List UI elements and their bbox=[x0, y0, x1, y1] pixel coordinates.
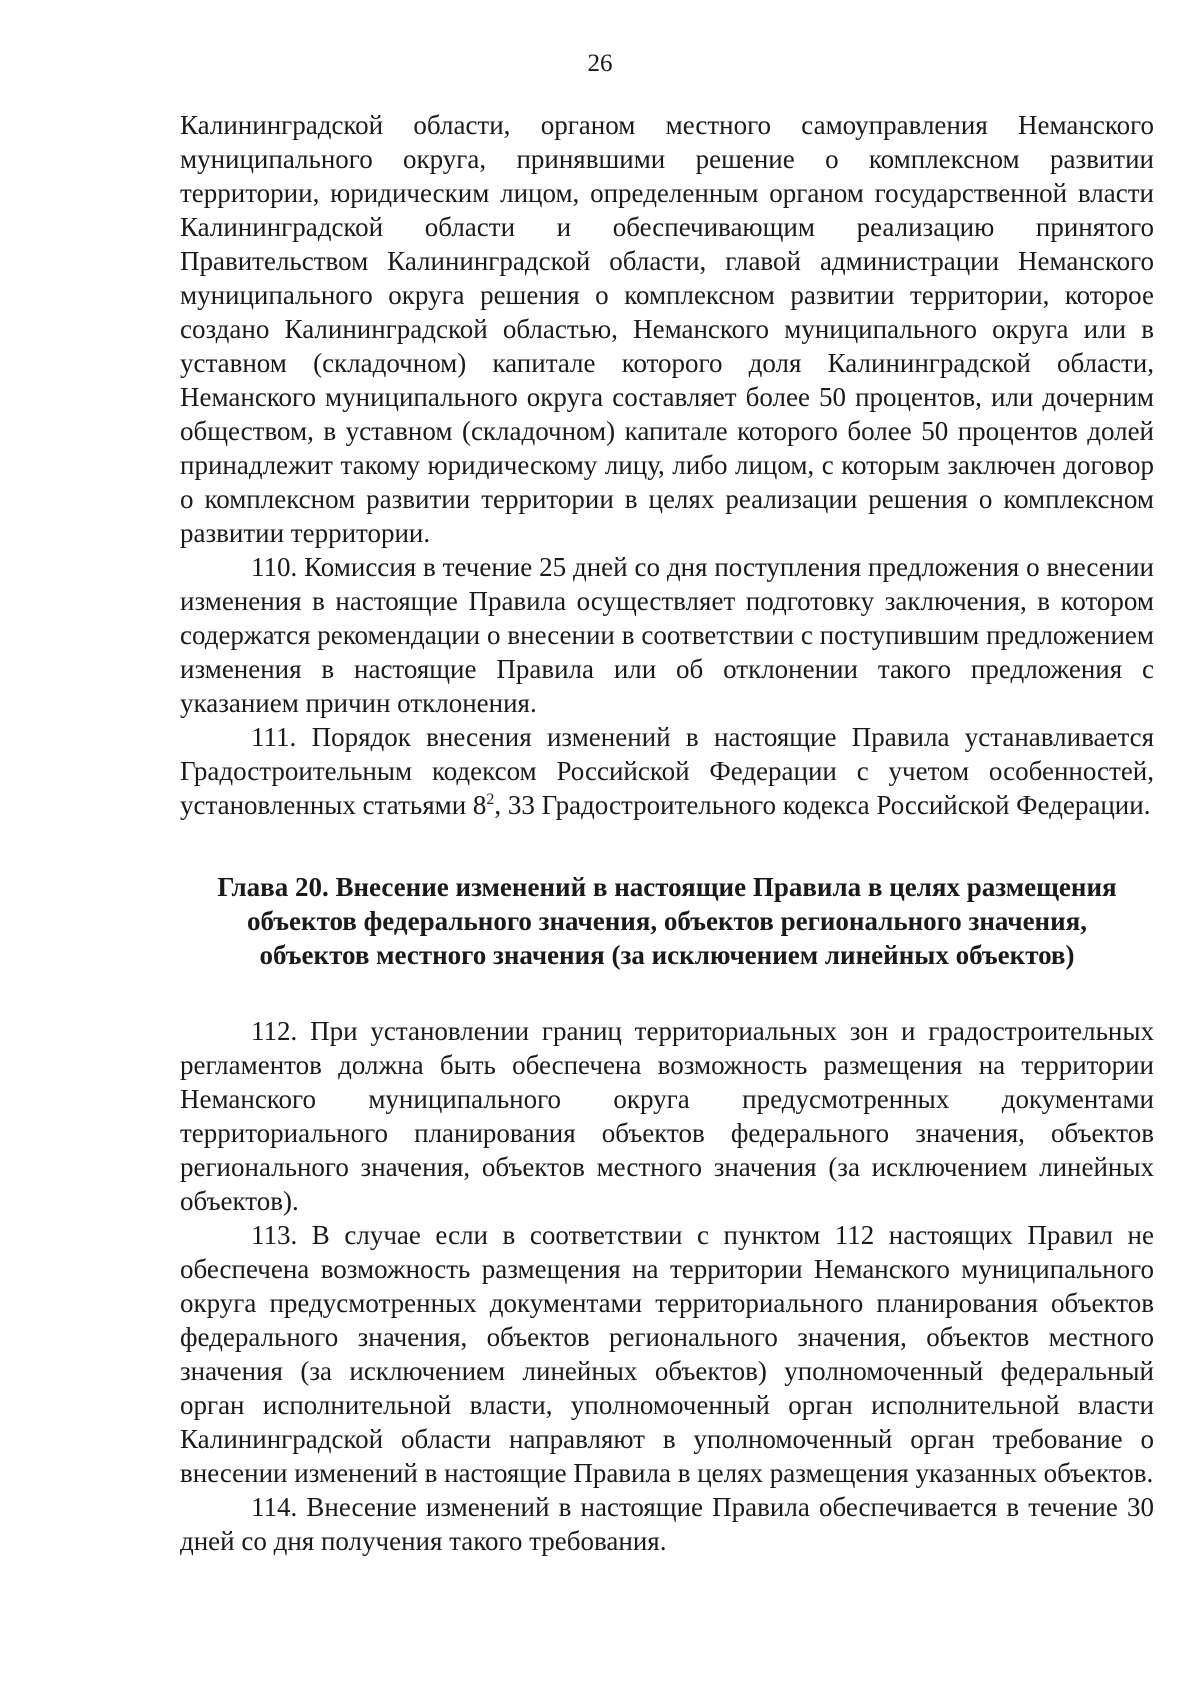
chapter-heading: Глава 20. Внесение изменений в настоящие Правила в целях размещения объектов федерального значения, объектов регионального значения, объектов местного значения (за исключением линейных объектов) bbox=[217, 872, 1117, 970]
page-number: 26 bbox=[587, 50, 613, 77]
paragraph-111 bbox=[180, 720, 1154, 822]
document-body bbox=[180, 108, 1154, 1558]
superscript: 2 bbox=[486, 791, 495, 808]
paragraph-112: 112. При установлении границ территориальных зон и градостроительных регламентов должна быть обеспечена возможность размещения на территории Неманского муниципального округа предусмотренных документами территориального планирования объектов федерального значения, объектов регионального значения, объектов местного значения (за исключением линейных объектов). bbox=[180, 1016, 1154, 1216]
paragraph-111-text-end: , 33 Градостроительного кодекса Российской Федерации. bbox=[494, 790, 1151, 820]
paragraph-110: 110. Комиссия в течение 25 дней со дня поступления предложения о внесении изменения в настоящие Правила осуществляет подготовку заключения, в котором содержатся рекомендации о внесении в соответствии с поступившим предложением изменения в настоящие Правила или об отклонении такого предложения с указанием причин отклонения. bbox=[180, 552, 1154, 718]
paragraph-continuation: Калининградской области, органом местного самоуправления Неманского муниципального округа, принявшими решение о комплексном развитии территории, юридическим лицом, определенным органом государственной власти Калининградской области и обеспечивающим реализацию принятого Правительством Калининградской области, главой администрации Неманского муниципального округа решения о комплексном развитии территории, которое создано Калининградской областью, Неманского муниципального округа или в уставном (складочном) капитале которого доля Калининградской области, Неманского муниципального округа составляет более 50 процентов, или дочерним обществом, в уставном (складочном) капитале которого более 50 процентов долей принадлежит такому юридическому лицу, либо лицом, с которым заключен договор о комплексном развитии территории в целях реализации решения о комплексном развитии территории. bbox=[180, 110, 1154, 548]
paragraph-113: 113. В случае если в соответствии с пунктом 112 настоящих Правил не обеспечена возможность размещения на территории Неманского муниципального округа предусмотренных документами территориального планирования объектов федерального значения, объектов регионального значения, объектов местного значения (за исключением линейных объектов) уполномоченный федеральный орган исполнительной власти, уполномоченный орган исполнительной власти Калининградской области направляют в уполномоченный орган требование о внесении изменений в настоящие Правила в целях размещения указанных объектов. bbox=[180, 1220, 1154, 1488]
paragraph-111-text: 111. Порядок внесения изменений в настоящие Правила устанавливается Градостроительным кодексом Российской Федерации с учетом особенностей, установленных статьями 8 bbox=[180, 722, 1154, 820]
paragraph-114: 114. Внесение изменений в настоящие Правила обеспечивается в течение 30 дней со дня получения такого требования. bbox=[180, 1492, 1154, 1556]
